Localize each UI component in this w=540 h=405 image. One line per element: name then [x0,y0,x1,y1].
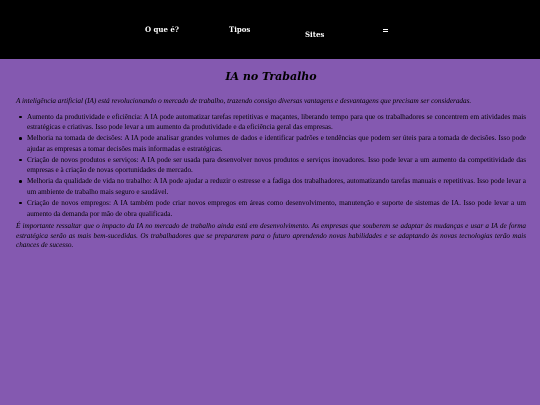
nav-link-sites[interactable]: Sites [305,30,325,39]
hamburger-line [383,29,388,30]
benefit-productivity: Aumento da produtividade e eficiência: A IA pode automatizar tarefas repetitivas e maçantes, liberando tempo para que os trabalhadores se concentrem em atividades mais estratégicas e criativas. Isso pode levar a um aumento da produtividade e da eficiência geral das empresas. [27,112,526,132]
top-navbar [0,0,540,59]
nav-link-types[interactable]: Tipos [229,25,251,34]
page-title: IA no Trabalho [225,70,317,83]
main-content [16,59,526,251]
benefit-new-products: Criação de novos produtos e serviços: A IA pode ser usada para desenvolver novos produtos e serviços inovadores. Isso pode levar a um aumento da competitividade das empresas e à criação de novas oportunidades de mercado. [27,155,526,175]
benefits-list [16,112,526,220]
conclusion-paragraph: É importante ressaltar que o impacto da IA no mercado de trabalho ainda está em desenvolvimento. As empresas que souberem se adaptar às mudanças e usar a IA de forma estratégica serão as mais bem-sucedidas. Os trabalhadores que se prepararem para o futuro aprendendo novas habilidades e se adaptando às novas tecnologias terão mais chances de sucesso. [16,222,526,250]
intro-paragraph: A inteligência artificial (IA) está revolucionando o mercado de trabalho, trazendo consigo diversas vantagens e desvantagens que precisam ser consideradas. [16,97,472,105]
hamburger-line [383,31,388,32]
benefit-new-jobs: Criação de novos empregos: A IA também pode criar novos empregos em áreas como desenvolvimento, manutenção e suporte de sistemas de IA. Isso pode levar a um aumento da demanda por mão de obra qualificada. [27,198,526,218]
benefit-decision-making: Melhoria na tomada de decisões: A IA pode analisar grandes volumes de dados e identificar padrões e tendências que podem ser úteis para a tomada de decisões. Isso pode ajudar as empresas a tomar decisões mais informadas e estratégicas. [27,134,526,153]
hamburger-menu-icon[interactable] [383,29,389,34]
nav-link-what-is[interactable]: O que é? [145,25,179,34]
benefit-quality-of-life: Melhoria da qualidade de vida no trabalho: A IA pode ajudar a reduzir o estresse e a fadiga dos trabalhadores, automatizando tarefas manuais e repetitivas. Isso pode levar a um ambiente de trabalho mais seguro e saudável. [27,177,526,197]
